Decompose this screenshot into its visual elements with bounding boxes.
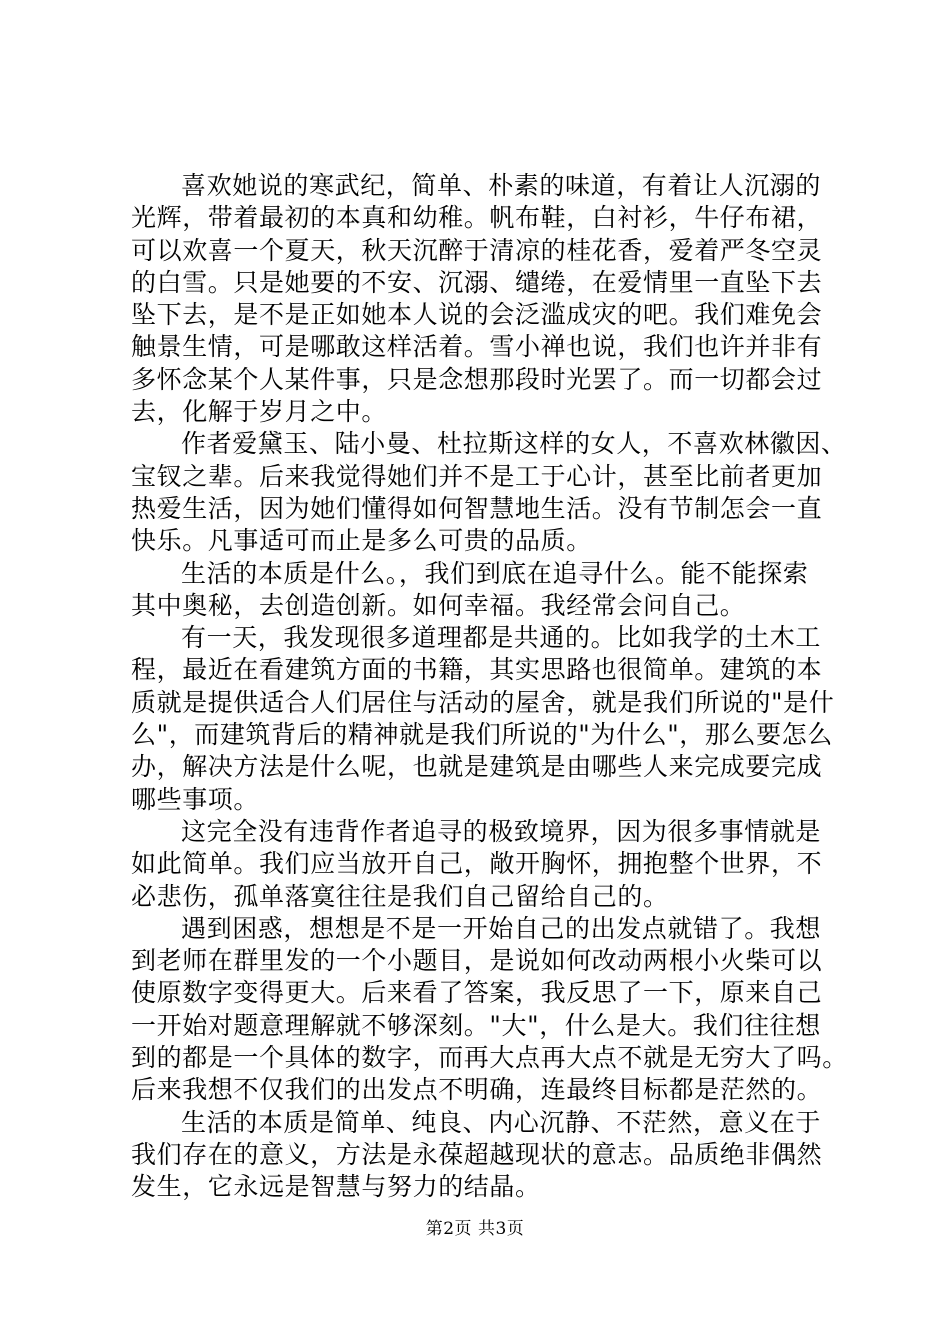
- paragraph: [131, 170, 831, 428]
- article-body: [131, 170, 848, 1204]
- text-line: 光辉，带着最初的本真和幼稚。帆布鞋，白衬衫，牛仔布裙，: [131, 203, 823, 233]
- text-line: 一开始对题意理解就不够深刻。"大"，什么是大。我们往往想: [131, 1010, 821, 1040]
- text-line: 后来我想不仅我们的出发点不明确，连最终目标都是茫然的。: [131, 1075, 823, 1105]
- text-line: 办，解决方法是什么呢，也就是建筑是由哪些人来完成要完成: [131, 752, 823, 782]
- text-line: 使原数字变得更大。后来看了答案，我反思了一下，原来自己: [131, 978, 823, 1008]
- text-line: 坠下去，是不是正如她本人说的会泛滥成灾的吧。我们难免会: [131, 300, 823, 330]
- text-line: 发生，它永远是智慧与努力的结晶。: [131, 1172, 541, 1202]
- text-line: 作者爱黛玉、陆小曼、杜拉斯这样的女人，不喜欢林徽因、: [181, 429, 847, 459]
- text-line: 生活的本质是简单、纯良、内心沉静、不茫然，意义在于: [181, 1107, 822, 1137]
- paragraph: [131, 622, 835, 816]
- text-line: 我们存在的意义，方法是永葆超越现状的意志。品质绝非偶然: [131, 1139, 823, 1169]
- text-line: 质就是提供适合人们居住与活动的屋舍，就是我们所说的"是什: [131, 687, 835, 717]
- paragraph: [131, 558, 831, 623]
- text-line: 其中奥秘，去创造创新。如何幸福。我经常会问自己。: [131, 590, 746, 620]
- text-line: 么"，而建筑背后的精神就是我们所说的"为什么"，那么要怎么: [131, 720, 833, 750]
- text-line: 触景生情，可是哪敢这样活着。雪小禅也说，我们也许并非有: [131, 332, 823, 362]
- text-line: 到的都是一个具体的数字，而再大点再大点不就是无穷大了吗。: [131, 1043, 848, 1073]
- text-line: 程，最近在看建筑方面的书籍，其实思路也很简单。建筑的本: [131, 655, 823, 685]
- paragraph: [131, 1107, 831, 1204]
- text-line: 生活的本质是什么。，我们到底在追寻什么。能不能探索: [181, 558, 809, 588]
- text-line: 宝钗之辈。后来我觉得她们并不是工于心计，甚至比前者更加: [131, 461, 823, 491]
- text-line: 热爱生活，因为她们懂得如何智慧地生活。没有节制怎会一直: [131, 493, 823, 523]
- text-line: 遇到困惑，想想是不是一开始自己的出发点就错了。我想: [181, 913, 822, 943]
- text-line: 必悲伤，孤单落寞往往是我们自己留给自己的。: [131, 881, 669, 911]
- text-line: 如此简单。我们应当放开自己，敞开胸怀，拥抱整个世界，不: [131, 849, 823, 879]
- text-line: 这完全没有违背作者追寻的极致境界，因为很多事情就是: [181, 816, 822, 846]
- paragraph: [131, 428, 847, 557]
- paragraph: [131, 913, 848, 1107]
- text-line: 多怀念某个人某件事，只是念想那段时光罢了。而一切都会过: [131, 364, 823, 394]
- text-line: 去，化解于岁月之中。: [131, 397, 388, 427]
- text-line: 有一天，我发现很多道理都是共通的。比如我学的土木工: [181, 623, 822, 653]
- text-line: 哪些事项。: [131, 784, 260, 814]
- text-line: 可以欢喜一个夏天，秋天沉醉于清凉的桂花香，爱着严冬空灵: [131, 235, 823, 265]
- text-line: 的白雪。只是她要的不安、沉溺、缱绻，在爱情里一直坠下去: [131, 267, 823, 297]
- text-line: 快乐。凡事适可而止是多么可贵的品质。: [131, 526, 592, 556]
- paragraph: [131, 816, 831, 913]
- page-footer: 第2页 共3页: [425, 1219, 525, 1239]
- text-line: 到老师在群里发的一个小题目，是说如何改动两根小火柴可以: [131, 946, 823, 976]
- text-line: 喜欢她说的寒武纪，简单、朴素的味道，有着让人沉溺的: [181, 171, 822, 200]
